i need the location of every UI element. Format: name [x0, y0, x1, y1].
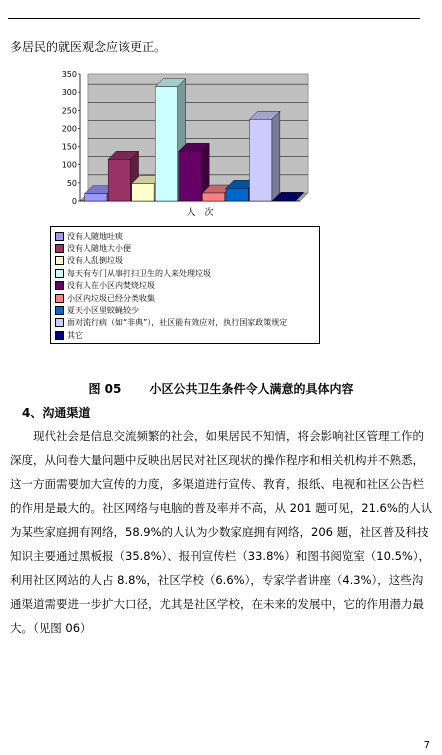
- legend-label: 夏天小区里蚊蝇较少: [67, 306, 139, 316]
- y-tick-label: 250: [61, 106, 77, 116]
- legend-item: [55, 280, 315, 292]
- body-paragraph: [10, 424, 434, 640]
- legend-swatch: [55, 269, 64, 278]
- legend-item: [55, 242, 315, 254]
- bar: [179, 151, 201, 201]
- legend-swatch: [55, 306, 64, 315]
- legend-swatch: [55, 244, 64, 253]
- legend-item: [55, 230, 315, 242]
- bar-side: [272, 111, 280, 201]
- figure-title: 小区公共卫生条件令人满意的具体内容: [149, 382, 354, 396]
- legend-item: [55, 267, 315, 279]
- figure-number: 图 05: [88, 382, 122, 396]
- legend-swatch: [55, 256, 64, 265]
- y-tick-label: 300: [61, 88, 77, 98]
- legend-label: 小区内垃圾已经分类收集: [67, 293, 155, 303]
- y-tick-label: 50: [66, 178, 77, 188]
- chart-legend: [50, 226, 320, 344]
- y-tick-label: 0: [71, 197, 77, 206]
- legend-swatch: [55, 294, 64, 303]
- bar: [132, 184, 154, 201]
- bar: [273, 200, 295, 201]
- legend-label: 没有人随地吐痰: [67, 231, 123, 241]
- legend-label: 没有人乱倒垃圾: [67, 256, 123, 266]
- legend-item: [55, 292, 315, 304]
- bar-chart: [46, 68, 316, 218]
- bar: [202, 193, 224, 201]
- legend-label: 其它: [67, 330, 83, 340]
- bar-chart-svg: [46, 68, 316, 218]
- legend-label: 没有人在小区内焚烧垃圾: [67, 281, 155, 291]
- legend-item: [55, 304, 315, 316]
- legend-item: [55, 255, 315, 267]
- legend-label: 面对流行病（如“非典”），社区能有效应对，执行国家政策规定: [67, 318, 288, 328]
- page-number: 7: [423, 740, 430, 751]
- bar: [85, 194, 107, 201]
- legend-swatch: [55, 232, 64, 241]
- y-tick-label: 100: [61, 160, 77, 170]
- legend-swatch: [55, 331, 64, 340]
- y-tick-label: 350: [61, 70, 77, 79]
- y-tick-label: 150: [61, 142, 77, 152]
- legend-label: 每天有专门从事打扫卫生的人来处理垃圾: [67, 268, 211, 278]
- paragraph-text: 现代社会是信息交流频繁的社会，如果居民不知情，将会影响社区管理工作的深度，从问卷大量问题中反映出居民对社区现状的操作程序和相关机构并不熟悉，这一方面需要加大宣传的力度，多渠道进行宣传、教育，报纸、电视和社区公告栏的作用是最大的。社区网络与电脑的普及率并不高，从 201 题可见，21.6%的人认为某些家庭拥有网络，58.9%的人认为少数家庭拥有网络，206 题，社区普及科技知识主要通过黑板报（35.8%）、报刊宣传栏（33.8%）和图书阅览室（10.5%），利用社区网站的人占 8.8%，社区学校（6.6%），专家学者讲座（4.3%），这些沟通渠道需要进一步扩大口径，尤其是社区学校，在未来的发展中，它的作用潜力最大。（见图 06）: [10, 429, 433, 635]
- legend-swatch: [55, 318, 64, 327]
- section-heading: 4、沟通渠道: [22, 406, 91, 420]
- legend-item: [55, 317, 315, 329]
- legend-label: 没有人随地大小便: [67, 244, 131, 254]
- bar: [155, 87, 177, 201]
- x-axis-label: 人 次: [186, 208, 214, 218]
- y-tick-label: 200: [61, 124, 77, 134]
- header-rule: [8, 18, 420, 19]
- legend-swatch: [55, 281, 64, 290]
- legend-item: [55, 329, 315, 341]
- bar: [226, 188, 248, 201]
- bar: [249, 119, 271, 201]
- lead-text: 多居民的就医观念应该更正。: [10, 40, 167, 54]
- bar: [108, 159, 130, 201]
- figure-caption: [0, 380, 442, 397]
